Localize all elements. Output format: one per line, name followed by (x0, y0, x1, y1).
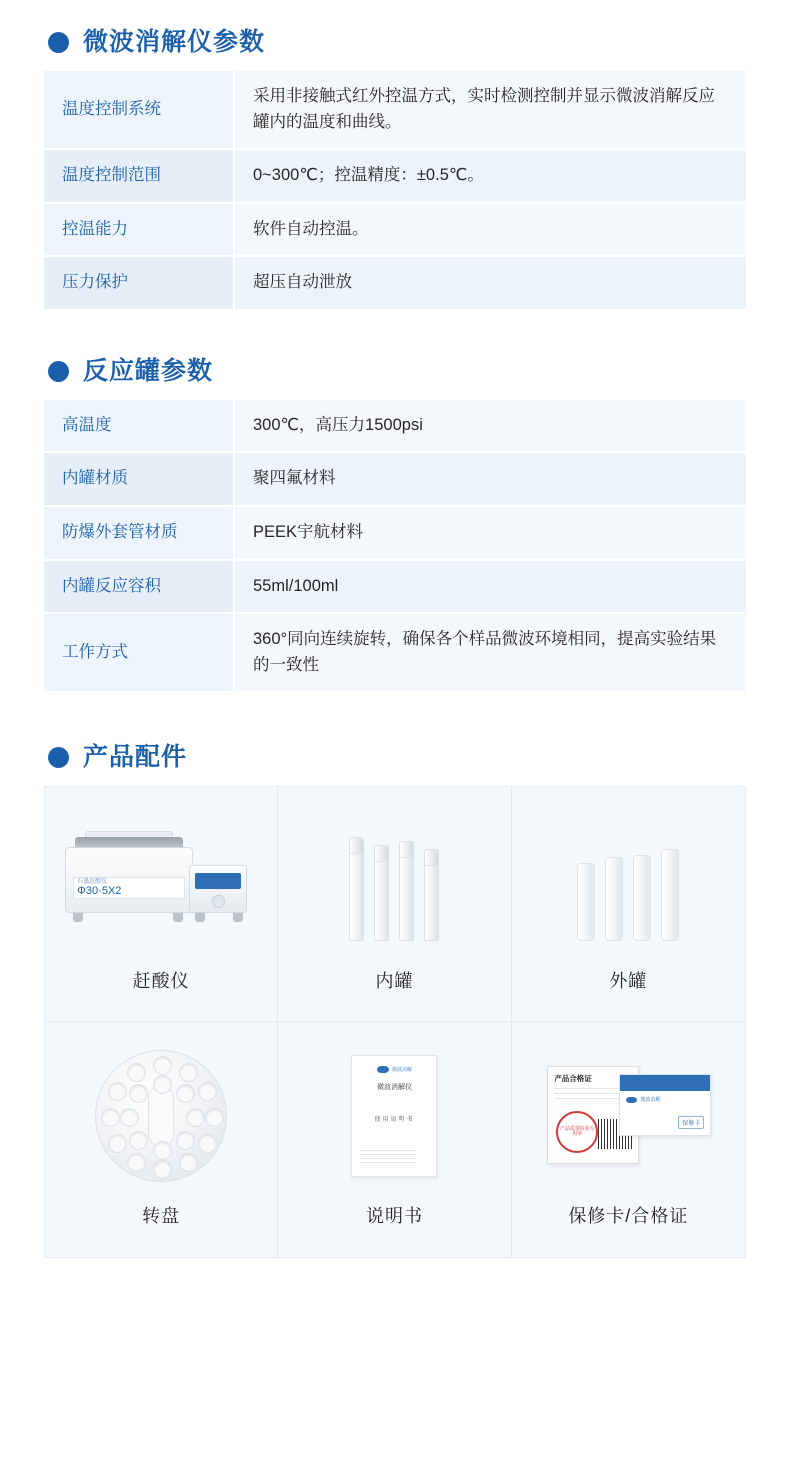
spec-key: 内罐材质 (44, 452, 234, 506)
accessory-cell-manual (278, 1022, 511, 1257)
turntable-slot (179, 1153, 198, 1172)
spec-table-reaction-vessel (44, 400, 746, 691)
warranty-brand-label: 微波消解 (640, 1097, 661, 1104)
section-title: 产品配件 (83, 743, 188, 772)
bullet-dot-icon (48, 747, 69, 768)
turntable-slot (186, 1108, 205, 1127)
acid-driving-instrument-icon (45, 801, 277, 961)
accessory-label: 外罐 (609, 971, 648, 992)
section-title: 微波消解仪参数 (83, 28, 266, 56)
turntable-slot (108, 1082, 127, 1101)
acid-panel-main-label: Φ30·5X2 (77, 885, 122, 898)
table-row (44, 203, 746, 257)
turntable-slot (127, 1063, 146, 1082)
accessory-label: 保修卡/合格证 (568, 1206, 689, 1227)
spec-key: 温度控制范围 (44, 149, 234, 203)
turntable-slot (120, 1108, 139, 1127)
section-title: 反应罐参数 (83, 356, 214, 385)
accessory-label: 说明书 (365, 1206, 423, 1227)
spec-key: 工作方式 (44, 613, 234, 691)
spec-key: 内罐反应容积 (44, 560, 234, 614)
spec-key: 高温度 (44, 400, 234, 453)
spec-key: 压力保护 (44, 256, 234, 309)
spec-key: 温度控制系统 (44, 71, 234, 149)
table-row (44, 256, 746, 309)
turntable-slot (153, 1056, 172, 1075)
spec-value: PEEK宇航材料 (234, 506, 746, 560)
spec-value: 软件自动控温。 (234, 203, 746, 257)
acid-panel-sub-label: 石墨赶酸仪 (77, 878, 108, 885)
section-spacer (44, 697, 746, 745)
inner-vessel-icon (278, 801, 510, 961)
accessory-cell-turntable (45, 1022, 278, 1257)
certificate-title-label: 产品合格证 (554, 1074, 592, 1084)
manual-subtitle-label: 使用说明书 (374, 1117, 415, 1124)
accessory-label: 赶酸仪 (132, 971, 190, 992)
turntable-slot (101, 1108, 120, 1127)
turntable-slot (129, 1131, 148, 1150)
section-header-reaction-vessel (48, 356, 746, 385)
spec-value: 360°同向连续旋转，确保各个样品微波环境相同，提高实验结果的一致性 (234, 613, 746, 691)
certificate-stamp-label: 产品质量检验专用章 (556, 1111, 598, 1153)
section-spacer (44, 315, 746, 359)
accessory-cell-outer-vessel (512, 787, 745, 1022)
accessory-label: 转盘 (142, 1206, 181, 1227)
table-row (44, 400, 746, 453)
turntable-slot (176, 1131, 195, 1150)
turntable-slot (176, 1084, 195, 1103)
table-row (44, 452, 746, 506)
spec-value: 0~300℃；控温精度：±0.5℃。 (234, 149, 746, 203)
turntable-slot (198, 1082, 217, 1101)
turntable-slot (127, 1153, 146, 1172)
turntable-slot (153, 1075, 172, 1094)
section-header-accessories (48, 745, 746, 770)
table-row (44, 613, 746, 691)
bullet-dot-icon (48, 361, 69, 382)
spec-value: 聚四氟材料 (234, 452, 746, 506)
spec-table-microwave-digester (44, 71, 746, 309)
turntable-slot (153, 1141, 172, 1160)
spec-value: 300℃，高压力1500psi (234, 400, 746, 453)
bullet-dot-icon (48, 32, 69, 53)
spec-value: 超压自动泄放 (234, 256, 746, 309)
spec-value: 采用非接触式红外控温方式，实时检测控制并显示微波消解反应罐内的温度和曲线。 (234, 71, 746, 149)
outer-vessel-icon (512, 801, 745, 961)
warranty-card-icon (512, 1036, 745, 1196)
warranty-card-label: 保修卡 (678, 1116, 704, 1129)
manual-brand-label: 微波消解 (391, 1067, 412, 1074)
table-row (44, 71, 746, 149)
accessory-cell-acid-instrument (45, 787, 278, 1022)
accessories-grid (44, 786, 746, 1258)
turntable-slot (179, 1063, 198, 1082)
manual-title-label: 微波消解仪 (376, 1084, 412, 1092)
table-row (44, 506, 746, 560)
manual-booklet-icon (278, 1036, 510, 1196)
turntable-slot (129, 1084, 148, 1103)
spec-value: 55ml/100ml (234, 560, 746, 614)
turntable-slot (153, 1160, 172, 1179)
turntable-slot (205, 1108, 224, 1127)
turntable-icon (45, 1036, 277, 1196)
section-header-microwave-digester (48, 30, 746, 55)
turntable-slot (198, 1134, 217, 1153)
spec-key: 防爆外套管材质 (44, 506, 234, 560)
accessory-cell-warranty-card (512, 1022, 745, 1257)
turntable-slot (108, 1134, 127, 1153)
table-row (44, 149, 746, 203)
accessory-cell-inner-vessel (278, 787, 511, 1022)
accessory-label: 内罐 (375, 971, 414, 992)
table-row (44, 560, 746, 614)
spec-key: 控温能力 (44, 203, 234, 257)
